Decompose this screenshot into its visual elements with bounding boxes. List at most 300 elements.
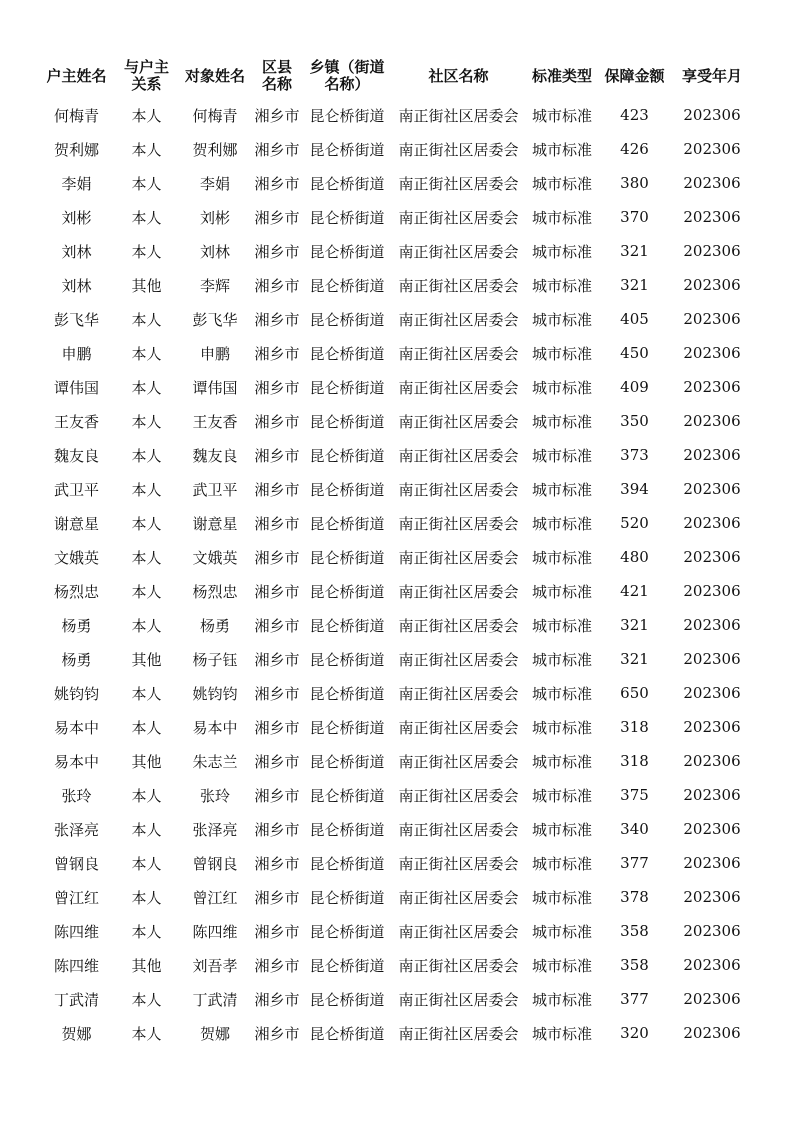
cell-town: 昆仑桥街道 <box>309 990 385 1009</box>
cell-county: 湘乡市 <box>254 1024 300 1043</box>
assistance-roster-table <box>39 54 753 1050</box>
header-relation <box>114 54 179 98</box>
cell-county: 湘乡市 <box>254 888 300 907</box>
cell-period: 202306 <box>683 310 741 328</box>
table-row <box>39 948 753 982</box>
cell-relation: 本人 <box>131 412 162 431</box>
cell-period: 202306 <box>683 276 741 294</box>
cell-county: 湘乡市 <box>254 990 300 1009</box>
cell-town: 昆仑桥街道 <box>309 854 385 873</box>
cell-period: 202306 <box>683 480 741 498</box>
cell-county: 湘乡市 <box>254 276 300 295</box>
cell-head-name: 谭伟国 <box>53 378 99 397</box>
cell-relation: 本人 <box>131 990 162 1009</box>
cell-county: 湘乡市 <box>254 344 300 363</box>
header-county-line2: 名称 <box>261 75 292 93</box>
cell-standard-type: 城市标准 <box>531 854 592 873</box>
cell-member-name: 刘彬 <box>199 208 230 227</box>
cell-head-name: 武卫平 <box>53 480 99 499</box>
cell-standard-type: 城市标准 <box>531 310 592 329</box>
cell-relation: 本人 <box>131 174 162 193</box>
cell-head-name: 易本中 <box>53 752 99 771</box>
cell-head-name: 文娥英 <box>53 548 99 567</box>
cell-county: 湘乡市 <box>254 582 300 601</box>
cell-period: 202306 <box>683 956 741 974</box>
cell-town: 昆仑桥街道 <box>309 276 385 295</box>
cell-community: 南正街社区居委会 <box>398 820 519 839</box>
cell-member-name: 陈四维 <box>192 922 238 941</box>
header-relation-line2: 关系 <box>131 75 162 93</box>
cell-community: 南正街社区居委会 <box>398 956 519 975</box>
cell-amount: 318 <box>620 718 649 736</box>
cell-town: 昆仑桥街道 <box>309 956 385 975</box>
table-row <box>39 438 753 472</box>
assistance-roster-sheet <box>39 54 753 1050</box>
cell-member-name: 文娥英 <box>192 548 238 567</box>
cell-community: 南正街社区居委会 <box>398 310 519 329</box>
cell-head-name: 张泽亮 <box>53 820 99 839</box>
cell-head-name: 姚钧钧 <box>53 684 99 703</box>
cell-member-name: 申鹏 <box>199 344 230 363</box>
cell-member-name: 刘林 <box>199 242 230 261</box>
cell-town: 昆仑桥街道 <box>309 888 385 907</box>
cell-member-name: 曾江红 <box>192 888 238 907</box>
cell-community: 南正街社区居委会 <box>398 718 519 737</box>
cell-community: 南正街社区居委会 <box>398 412 519 431</box>
cell-period: 202306 <box>683 106 741 124</box>
cell-community: 南正街社区居委会 <box>398 888 519 907</box>
cell-community: 南正街社区居委会 <box>398 582 519 601</box>
cell-standard-type: 城市标准 <box>531 1024 592 1043</box>
table-row <box>39 200 753 234</box>
cell-town: 昆仑桥街道 <box>309 820 385 839</box>
cell-relation: 本人 <box>131 616 162 635</box>
cell-county: 湘乡市 <box>254 446 300 465</box>
cell-county: 湘乡市 <box>254 412 300 431</box>
cell-town: 昆仑桥街道 <box>309 344 385 363</box>
cell-community: 南正街社区居委会 <box>398 922 519 941</box>
header-town-line2: 名称） <box>324 75 370 93</box>
cell-county: 湘乡市 <box>254 514 300 533</box>
cell-period: 202306 <box>683 650 741 668</box>
table-row <box>39 132 753 166</box>
cell-period: 202306 <box>683 786 741 804</box>
cell-community: 南正街社区居委会 <box>398 616 519 635</box>
cell-relation: 本人 <box>131 242 162 261</box>
cell-community: 南正街社区居委会 <box>398 174 519 193</box>
cell-head-name: 贺娜 <box>61 1024 92 1043</box>
cell-county: 湘乡市 <box>254 820 300 839</box>
cell-period: 202306 <box>683 378 741 396</box>
cell-amount: 370 <box>620 208 649 226</box>
cell-county: 湘乡市 <box>254 208 300 227</box>
cell-head-name: 李娟 <box>61 174 92 193</box>
cell-period: 202306 <box>683 888 741 906</box>
cell-relation: 其他 <box>131 650 162 669</box>
cell-amount: 320 <box>620 1024 649 1042</box>
cell-member-name: 杨子钰 <box>192 650 238 669</box>
cell-relation: 本人 <box>131 310 162 329</box>
cell-standard-type: 城市标准 <box>531 888 592 907</box>
cell-member-name: 魏友良 <box>192 446 238 465</box>
cell-head-name: 彭飞华 <box>53 310 99 329</box>
cell-period: 202306 <box>683 208 741 226</box>
cell-period: 202306 <box>683 582 741 600</box>
cell-standard-type: 城市标准 <box>531 752 592 771</box>
cell-relation: 其他 <box>131 752 162 771</box>
cell-community: 南正街社区居委会 <box>398 752 519 771</box>
cell-standard-type: 城市标准 <box>531 412 592 431</box>
cell-standard-type: 城市标准 <box>531 786 592 805</box>
cell-head-name: 何梅青 <box>53 106 99 125</box>
cell-county: 湘乡市 <box>254 140 300 159</box>
cell-amount: 321 <box>620 616 649 634</box>
cell-town: 昆仑桥街道 <box>309 480 385 499</box>
cell-community: 南正街社区居委会 <box>398 242 519 261</box>
cell-period: 202306 <box>683 242 741 260</box>
cell-community: 南正街社区居委会 <box>398 514 519 533</box>
cell-community: 南正街社区居委会 <box>398 344 519 363</box>
table-row <box>39 370 753 404</box>
cell-period: 202306 <box>683 446 741 464</box>
table-row <box>39 574 753 608</box>
cell-standard-type: 城市标准 <box>531 922 592 941</box>
cell-member-name: 李娟 <box>199 174 230 193</box>
cell-community: 南正街社区居委会 <box>398 276 519 295</box>
cell-standard-type: 城市标准 <box>531 582 592 601</box>
header-standard-type: 标准类型 <box>531 66 592 85</box>
cell-standard-type: 城市标准 <box>531 242 592 261</box>
cell-period: 202306 <box>683 140 741 158</box>
cell-relation: 本人 <box>131 684 162 703</box>
cell-head-name: 易本中 <box>53 718 99 737</box>
table-row <box>39 914 753 948</box>
cell-member-name: 易本中 <box>192 718 238 737</box>
cell-county: 湘乡市 <box>254 956 300 975</box>
cell-amount: 650 <box>620 684 649 702</box>
cell-head-name: 刘彬 <box>61 208 92 227</box>
cell-standard-type: 城市标准 <box>531 548 592 567</box>
cell-amount: 350 <box>620 412 649 430</box>
cell-member-name: 谭伟国 <box>192 378 238 397</box>
cell-town: 昆仑桥街道 <box>309 922 385 941</box>
cell-county: 湘乡市 <box>254 242 300 261</box>
cell-county: 湘乡市 <box>254 786 300 805</box>
cell-head-name: 丁武清 <box>53 990 99 1009</box>
table-row <box>39 506 753 540</box>
cell-relation: 本人 <box>131 820 162 839</box>
cell-relation: 本人 <box>131 582 162 601</box>
table-row <box>39 676 753 710</box>
cell-standard-type: 城市标准 <box>531 446 592 465</box>
cell-member-name: 朱志兰 <box>192 752 238 771</box>
table-row <box>39 268 753 302</box>
cell-town: 昆仑桥街道 <box>309 378 385 397</box>
cell-member-name: 王友香 <box>192 412 238 431</box>
table-row <box>39 880 753 914</box>
cell-amount: 394 <box>620 480 649 498</box>
cell-relation: 本人 <box>131 106 162 125</box>
cell-standard-type: 城市标准 <box>531 820 592 839</box>
cell-county: 湘乡市 <box>254 718 300 737</box>
cell-head-name: 曾钢良 <box>53 854 99 873</box>
cell-town: 昆仑桥街道 <box>309 616 385 635</box>
cell-standard-type: 城市标准 <box>531 616 592 635</box>
cell-member-name: 贺娜 <box>199 1024 230 1043</box>
cell-period: 202306 <box>683 174 741 192</box>
cell-relation: 其他 <box>131 276 162 295</box>
cell-county: 湘乡市 <box>254 684 300 703</box>
cell-community: 南正街社区居委会 <box>398 786 519 805</box>
cell-relation: 其他 <box>131 956 162 975</box>
cell-town: 昆仑桥街道 <box>309 412 385 431</box>
cell-town: 昆仑桥街道 <box>309 106 385 125</box>
cell-relation: 本人 <box>131 480 162 499</box>
cell-town: 昆仑桥街道 <box>309 786 385 805</box>
cell-period: 202306 <box>683 344 741 362</box>
cell-community: 南正街社区居委会 <box>398 548 519 567</box>
cell-standard-type: 城市标准 <box>531 650 592 669</box>
cell-period: 202306 <box>683 616 741 634</box>
table-row <box>39 472 753 506</box>
cell-amount: 378 <box>620 888 649 906</box>
cell-county: 湘乡市 <box>254 650 300 669</box>
cell-town: 昆仑桥街道 <box>309 140 385 159</box>
cell-county: 湘乡市 <box>254 616 300 635</box>
cell-community: 南正街社区居委会 <box>398 480 519 499</box>
cell-relation: 本人 <box>131 888 162 907</box>
cell-relation: 本人 <box>131 786 162 805</box>
cell-member-name: 刘吾孝 <box>192 956 238 975</box>
cell-relation: 本人 <box>131 1024 162 1043</box>
cell-period: 202306 <box>683 412 741 430</box>
table-row <box>39 302 753 336</box>
cell-amount: 423 <box>620 106 649 124</box>
table-row <box>39 1016 753 1050</box>
cell-town: 昆仑桥街道 <box>309 174 385 193</box>
cell-member-name: 彭飞华 <box>192 310 238 329</box>
cell-amount: 426 <box>620 140 649 158</box>
cell-standard-type: 城市标准 <box>531 140 592 159</box>
cell-amount: 318 <box>620 752 649 770</box>
cell-county: 湘乡市 <box>254 106 300 125</box>
header-town <box>303 54 391 98</box>
cell-amount: 421 <box>620 582 649 600</box>
cell-relation: 本人 <box>131 208 162 227</box>
cell-relation: 本人 <box>131 854 162 873</box>
cell-amount: 358 <box>620 956 649 974</box>
header-county <box>251 54 303 98</box>
cell-period: 202306 <box>683 922 741 940</box>
cell-community: 南正街社区居委会 <box>398 990 519 1009</box>
cell-town: 昆仑桥街道 <box>309 718 385 737</box>
cell-member-name: 姚钧钧 <box>192 684 238 703</box>
cell-county: 湘乡市 <box>254 854 300 873</box>
table-row <box>39 336 753 370</box>
cell-period: 202306 <box>683 514 741 532</box>
cell-county: 湘乡市 <box>254 378 300 397</box>
cell-amount: 520 <box>620 514 649 532</box>
table-row <box>39 166 753 200</box>
cell-town: 昆仑桥街道 <box>309 548 385 567</box>
header-county-line1: 区县 <box>261 58 292 76</box>
cell-head-name: 杨勇 <box>61 650 92 669</box>
cell-amount: 377 <box>620 990 649 1008</box>
cell-community: 南正街社区居委会 <box>398 446 519 465</box>
header-town-line1: 乡镇（街道 <box>309 58 385 76</box>
cell-community: 南正街社区居委会 <box>398 684 519 703</box>
cell-standard-type: 城市标准 <box>531 208 592 227</box>
cell-amount: 409 <box>620 378 649 396</box>
cell-county: 湘乡市 <box>254 922 300 941</box>
cell-period: 202306 <box>683 854 741 872</box>
cell-member-name: 丁武清 <box>192 990 238 1009</box>
table-header <box>39 54 753 98</box>
header-community: 社区名称 <box>428 66 489 85</box>
cell-standard-type: 城市标准 <box>531 514 592 533</box>
cell-relation: 本人 <box>131 446 162 465</box>
cell-head-name: 贺利娜 <box>53 140 99 159</box>
cell-county: 湘乡市 <box>254 480 300 499</box>
cell-amount: 321 <box>620 276 649 294</box>
cell-community: 南正街社区居委会 <box>398 140 519 159</box>
cell-period: 202306 <box>683 684 741 702</box>
cell-town: 昆仑桥街道 <box>309 752 385 771</box>
cell-community: 南正街社区居委会 <box>398 378 519 397</box>
table-row <box>39 846 753 880</box>
cell-amount: 340 <box>620 820 649 838</box>
cell-period: 202306 <box>683 990 741 1008</box>
table-row <box>39 540 753 574</box>
cell-head-name: 王友香 <box>53 412 99 431</box>
cell-community: 南正街社区居委会 <box>398 854 519 873</box>
table-row <box>39 642 753 676</box>
table-row <box>39 778 753 812</box>
cell-town: 昆仑桥街道 <box>309 446 385 465</box>
table-row <box>39 744 753 778</box>
table-body <box>39 98 753 1050</box>
cell-head-name: 魏友良 <box>53 446 99 465</box>
cell-community: 南正街社区居委会 <box>398 208 519 227</box>
cell-head-name: 杨烈忠 <box>53 582 99 601</box>
cell-relation: 本人 <box>131 344 162 363</box>
table-row <box>39 812 753 846</box>
cell-member-name: 杨勇 <box>199 616 230 635</box>
table-row <box>39 234 753 268</box>
header-period: 享受年月 <box>681 66 742 85</box>
cell-period: 202306 <box>683 820 741 838</box>
cell-standard-type: 城市标准 <box>531 990 592 1009</box>
cell-head-name: 申鹏 <box>61 344 92 363</box>
cell-relation: 本人 <box>131 548 162 567</box>
cell-head-name: 陈四维 <box>53 956 99 975</box>
cell-town: 昆仑桥街道 <box>309 582 385 601</box>
cell-head-name: 杨勇 <box>61 616 92 635</box>
header-relation-line1: 与户主 <box>123 58 169 76</box>
cell-member-name: 张玲 <box>199 786 230 805</box>
cell-head-name: 刘林 <box>61 276 92 295</box>
cell-standard-type: 城市标准 <box>531 956 592 975</box>
cell-standard-type: 城市标准 <box>531 276 592 295</box>
cell-standard-type: 城市标准 <box>531 718 592 737</box>
cell-head-name: 陈四维 <box>53 922 99 941</box>
cell-county: 湘乡市 <box>254 174 300 193</box>
cell-relation: 本人 <box>131 140 162 159</box>
cell-relation: 本人 <box>131 378 162 397</box>
table-row <box>39 608 753 642</box>
cell-member-name: 武卫平 <box>192 480 238 499</box>
table-row <box>39 404 753 438</box>
cell-town: 昆仑桥街道 <box>309 310 385 329</box>
cell-period: 202306 <box>683 718 741 736</box>
cell-town: 昆仑桥街道 <box>309 684 385 703</box>
header-head-name: 户主姓名 <box>46 66 107 85</box>
cell-head-name: 曾江红 <box>53 888 99 907</box>
cell-member-name: 李辉 <box>199 276 230 295</box>
cell-period: 202306 <box>683 752 741 770</box>
header-amount: 保障金额 <box>604 66 665 85</box>
table-row <box>39 710 753 744</box>
cell-amount: 450 <box>620 344 649 362</box>
cell-member-name: 曾钢良 <box>192 854 238 873</box>
cell-period: 202306 <box>683 1024 741 1042</box>
cell-town: 昆仑桥街道 <box>309 514 385 533</box>
cell-community: 南正街社区居委会 <box>398 106 519 125</box>
cell-town: 昆仑桥街道 <box>309 242 385 261</box>
cell-amount: 358 <box>620 922 649 940</box>
cell-standard-type: 城市标准 <box>531 344 592 363</box>
cell-relation: 本人 <box>131 514 162 533</box>
cell-period: 202306 <box>683 548 741 566</box>
cell-county: 湘乡市 <box>254 548 300 567</box>
cell-community: 南正街社区居委会 <box>398 650 519 669</box>
cell-amount: 373 <box>620 446 649 464</box>
cell-member-name: 杨烈忠 <box>192 582 238 601</box>
cell-amount: 375 <box>620 786 649 804</box>
cell-member-name: 张泽亮 <box>192 820 238 839</box>
cell-amount: 321 <box>620 242 649 260</box>
cell-member-name: 何梅青 <box>192 106 238 125</box>
table-row <box>39 982 753 1016</box>
cell-amount: 380 <box>620 174 649 192</box>
cell-member-name: 贺利娜 <box>192 140 238 159</box>
cell-head-name: 谢意星 <box>53 514 99 533</box>
cell-standard-type: 城市标准 <box>531 684 592 703</box>
cell-county: 湘乡市 <box>254 752 300 771</box>
cell-head-name: 张玲 <box>61 786 92 805</box>
cell-amount: 377 <box>620 854 649 872</box>
cell-standard-type: 城市标准 <box>531 174 592 193</box>
cell-relation: 本人 <box>131 922 162 941</box>
cell-county: 湘乡市 <box>254 310 300 329</box>
header-member-name: 对象姓名 <box>184 66 245 85</box>
cell-standard-type: 城市标准 <box>531 106 592 125</box>
cell-amount: 321 <box>620 650 649 668</box>
cell-amount: 405 <box>620 310 649 328</box>
cell-standard-type: 城市标准 <box>531 378 592 397</box>
cell-member-name: 谢意星 <box>192 514 238 533</box>
header-row <box>39 54 753 98</box>
cell-town: 昆仑桥街道 <box>309 650 385 669</box>
cell-town: 昆仑桥街道 <box>309 1024 385 1043</box>
cell-standard-type: 城市标准 <box>531 480 592 499</box>
cell-community: 南正街社区居委会 <box>398 1024 519 1043</box>
cell-town: 昆仑桥街道 <box>309 208 385 227</box>
cell-head-name: 刘林 <box>61 242 92 261</box>
cell-amount: 480 <box>620 548 649 566</box>
table-row <box>39 98 753 132</box>
cell-relation: 本人 <box>131 718 162 737</box>
